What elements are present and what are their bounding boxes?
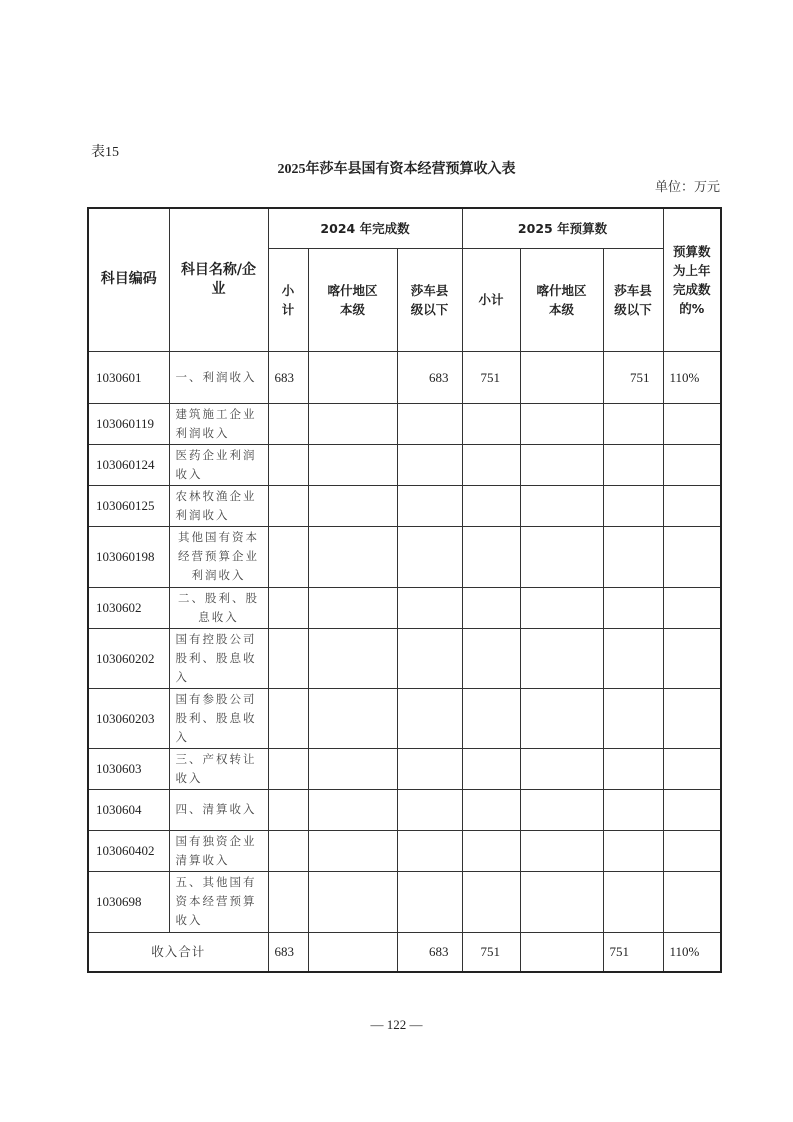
row-name: 三、产权转让收入: [169, 748, 268, 789]
row-2024-kashgar: [308, 351, 397, 403]
row-2025-county: [603, 789, 663, 830]
row-2025-subtotal: 751: [462, 351, 520, 403]
row-2025-kashgar: [520, 587, 603, 628]
row-2025-kashgar: [520, 830, 603, 871]
row-2025-subtotal: [462, 688, 520, 748]
row-2025-kashgar: [520, 485, 603, 526]
header-2024-subtotal: 小计: [268, 248, 308, 351]
row-2024-subtotal: [268, 526, 308, 587]
row-2024-county: [397, 688, 462, 748]
row-code: 1030698: [88, 871, 169, 932]
row-2025-county: [603, 748, 663, 789]
header-code: 科目编码: [88, 208, 169, 351]
table-number: 表15: [91, 145, 119, 160]
row-2025-county: [603, 871, 663, 932]
table-row: [88, 444, 721, 485]
row-2024-kashgar: [308, 587, 397, 628]
table-row: [88, 688, 721, 748]
header-2024-kashgar: 喀什地区本级: [308, 248, 397, 351]
row-2024-subtotal: [268, 688, 308, 748]
row-code: 103060124: [88, 444, 169, 485]
header-2025-subtotal: 小计: [462, 248, 520, 351]
row-ratio: [663, 871, 721, 932]
total-2024-county: 683: [397, 932, 462, 972]
total-2025-kashgar: [520, 932, 603, 972]
row-code: 1030601: [88, 351, 169, 403]
total-2024-kashgar: [308, 932, 397, 972]
unit-label: 单位：万元: [654, 179, 720, 194]
total-label: 收入合计: [88, 932, 268, 972]
row-2025-kashgar: [520, 444, 603, 485]
row-ratio: [663, 688, 721, 748]
row-2024-kashgar: [308, 871, 397, 932]
row-2025-kashgar: [520, 351, 603, 403]
row-2024-county: [397, 403, 462, 444]
row-ratio: [663, 789, 721, 830]
row-2024-kashgar: [308, 485, 397, 526]
row-2025-subtotal: [462, 485, 520, 526]
row-name: 医药企业利润收入: [169, 444, 268, 485]
row-2025-kashgar: [520, 403, 603, 444]
row-2025-kashgar: [520, 871, 603, 932]
row-2024-kashgar: [308, 526, 397, 587]
row-name: 二、股利、股息收入: [169, 587, 268, 628]
table-row: [88, 587, 721, 628]
row-2024-subtotal: [268, 587, 308, 628]
row-2024-county: [397, 830, 462, 871]
row-2024-county: [397, 526, 462, 587]
row-code: 1030603: [88, 748, 169, 789]
row-name: 国有独资企业清算收入: [169, 830, 268, 871]
row-2024-county: [397, 789, 462, 830]
header-group-2024: 2024 年完成数: [268, 208, 462, 248]
row-2025-county: [603, 444, 663, 485]
row-2024-kashgar: [308, 403, 397, 444]
row-2024-county: 683: [397, 351, 462, 403]
row-ratio: [663, 485, 721, 526]
header-ratio: 预算数为上年完成数的%: [663, 208, 721, 351]
row-2024-county: [397, 748, 462, 789]
revenue-table: [87, 207, 722, 973]
row-2025-county: [603, 830, 663, 871]
total-2025-county: 751: [603, 932, 663, 972]
row-2025-subtotal: [462, 587, 520, 628]
row-2025-kashgar: [520, 526, 603, 587]
row-name: 国有控股公司股利、股息收入: [169, 628, 268, 688]
row-2024-subtotal: [268, 871, 308, 932]
row-2024-subtotal: [268, 830, 308, 871]
row-2025-subtotal: [462, 628, 520, 688]
row-name: 建筑施工企业利润收入: [169, 403, 268, 444]
table-row: [88, 871, 721, 932]
row-2024-county: [397, 628, 462, 688]
row-2025-county: 751: [603, 351, 663, 403]
row-2025-subtotal: [462, 403, 520, 444]
row-ratio: [663, 403, 721, 444]
row-2025-kashgar: [520, 748, 603, 789]
row-code: 1030602: [88, 587, 169, 628]
total-2025-subtotal: 751: [462, 932, 520, 972]
row-code: 103060402: [88, 830, 169, 871]
row-2024-kashgar: [308, 789, 397, 830]
table-row: [88, 526, 721, 587]
row-2025-kashgar: [520, 688, 603, 748]
header-2024-county: 莎车县级以下: [397, 248, 462, 351]
row-2024-kashgar: [308, 748, 397, 789]
row-2025-subtotal: [462, 526, 520, 587]
row-name: 其他国有资本经营预算企业利润收入: [169, 526, 268, 587]
row-ratio: 110%: [663, 351, 721, 403]
row-2025-county: [603, 526, 663, 587]
row-code: 103060119: [88, 403, 169, 444]
row-2025-county: [603, 628, 663, 688]
table-row: [88, 351, 721, 403]
page-number: — 122 —: [370, 1017, 423, 1032]
row-2025-subtotal: [462, 871, 520, 932]
table-row: [88, 628, 721, 688]
table-row: [88, 830, 721, 871]
row-code: 103060202: [88, 628, 169, 688]
row-2024-kashgar: [308, 628, 397, 688]
row-2024-kashgar: [308, 688, 397, 748]
row-2025-subtotal: [462, 748, 520, 789]
total-ratio: 110%: [663, 932, 721, 972]
row-2024-county: [397, 444, 462, 485]
row-code: 1030604: [88, 789, 169, 830]
table-row: [88, 403, 721, 444]
row-name: 五、其他国有资本经营预算收入: [169, 871, 268, 932]
header-2025-county: 莎车县级以下: [603, 248, 663, 351]
row-2024-subtotal: [268, 628, 308, 688]
total-2024-subtotal: 683: [268, 932, 308, 972]
row-code: 103060203: [88, 688, 169, 748]
row-ratio: [663, 748, 721, 789]
row-2025-county: [603, 403, 663, 444]
row-ratio: [663, 587, 721, 628]
row-2025-subtotal: [462, 444, 520, 485]
table-row: [88, 789, 721, 830]
row-2024-county: [397, 871, 462, 932]
row-2024-subtotal: [268, 403, 308, 444]
row-2024-subtotal: [268, 444, 308, 485]
header-group-2025: 2025 年预算数: [462, 208, 663, 248]
row-ratio: [663, 444, 721, 485]
row-name: 农林牧渔企业利润收入: [169, 485, 268, 526]
row-2025-county: [603, 688, 663, 748]
row-2025-kashgar: [520, 628, 603, 688]
header-name: 科目名称/企业: [169, 208, 268, 351]
total-row: [88, 932, 721, 972]
row-name: 国有参股公司股利、股息收入: [169, 688, 268, 748]
document-title: 2025年莎车县国有资本经营预算收入表: [277, 162, 516, 177]
row-2024-county: [397, 587, 462, 628]
row-2025-subtotal: [462, 789, 520, 830]
table-row: [88, 748, 721, 789]
row-2024-subtotal: [268, 748, 308, 789]
table-row: [88, 485, 721, 526]
row-ratio: [663, 628, 721, 688]
header-2025-kashgar: 喀什地区本级: [520, 248, 603, 351]
row-2025-kashgar: [520, 789, 603, 830]
row-name: 四、清算收入: [169, 789, 268, 830]
row-ratio: [663, 830, 721, 871]
row-code: 103060198: [88, 526, 169, 587]
row-2024-subtotal: 683: [268, 351, 308, 403]
row-ratio: [663, 526, 721, 587]
row-2024-subtotal: [268, 485, 308, 526]
row-code: 103060125: [88, 485, 169, 526]
row-2024-kashgar: [308, 444, 397, 485]
row-2025-county: [603, 485, 663, 526]
row-name: 一、利润收入: [169, 351, 268, 403]
row-2024-kashgar: [308, 830, 397, 871]
row-2024-county: [397, 485, 462, 526]
row-2025-county: [603, 587, 663, 628]
row-2025-subtotal: [462, 830, 520, 871]
row-2024-subtotal: [268, 789, 308, 830]
